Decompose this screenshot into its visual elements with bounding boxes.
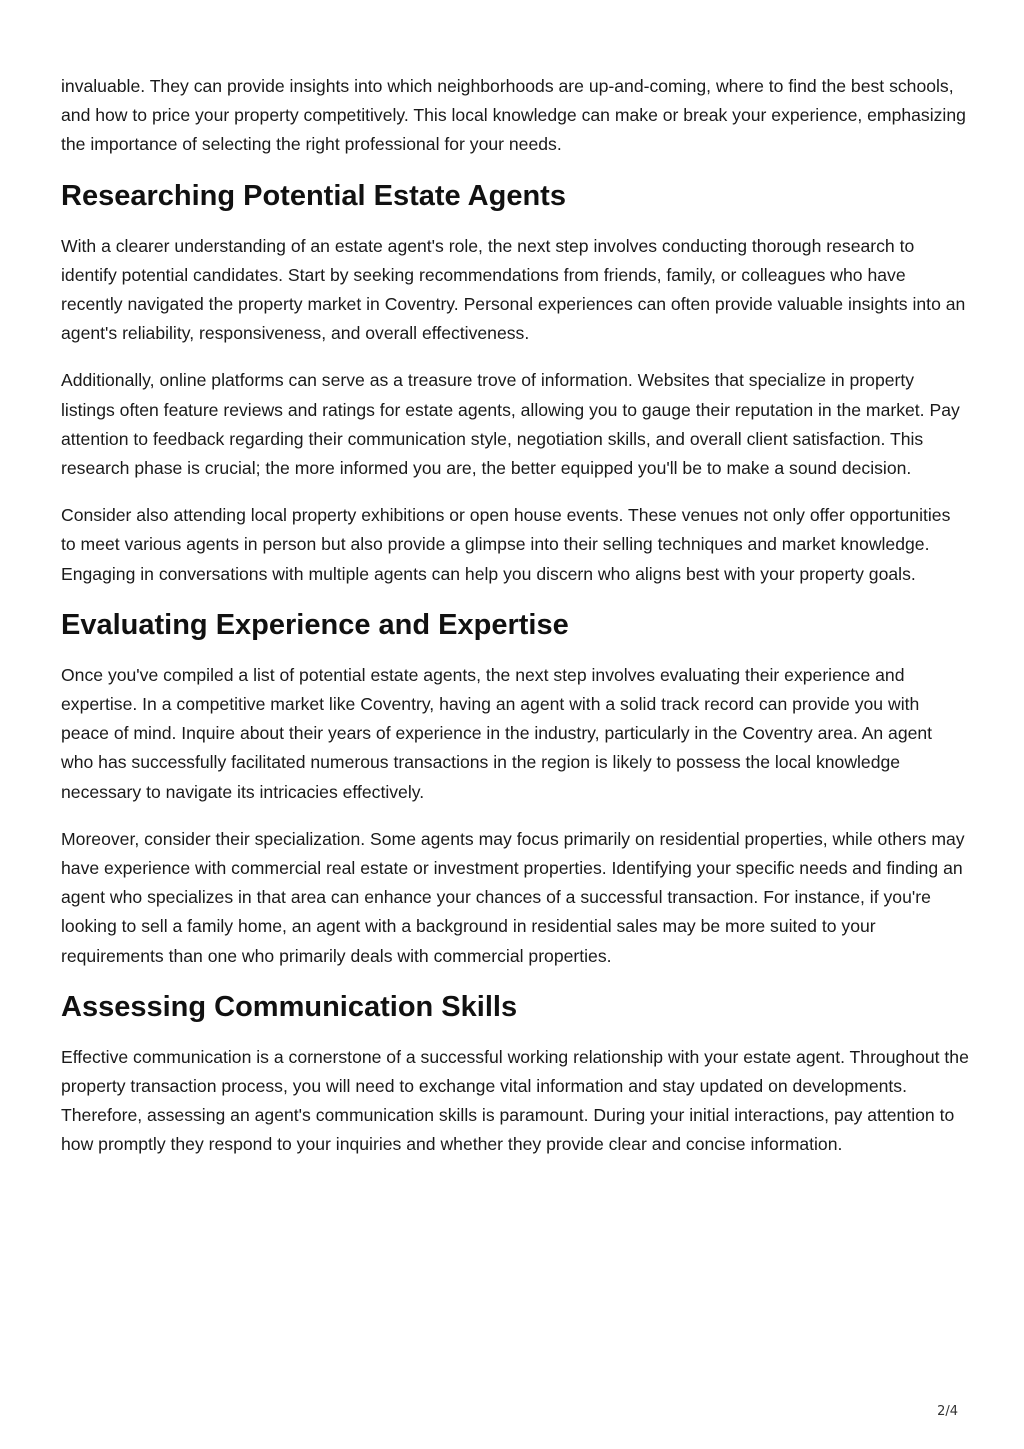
paragraph: Consider also attending local property exhibitions or open house events. These venues not only offer opportunities to meet various agents in person but also provide a glimpse into their selling techniques and market knowledge. Engaging in conversations with multiple agents can help you discern who aligns best with your property goals. [61,505,951,584]
heading-assessing-communication: Assessing Communication Skills [61,990,518,1023]
document-body [61,72,969,1178]
paragraph: Moreover, consider their specialization. Some agents may focus primarily on residential properties, while others may have experience with commercial real estate or investment properties. Identifying your specific needs and finding an agent who specializes in that area can enhance your chances of a successful transaction. For instance, if you're looking to sell a family home, an agent with a background in residential sales may be more suited to your requirements than one who primarily deals with commercial properties. [61,828,965,966]
page-number: 2/4 [937,1404,958,1419]
intro-paragraph: invaluable. They can provide insights into which neighborhoods are up-and-coming, where to find the best schools, and how to price your property competitively. This local knowledge can make or break your experience, emphasizing the importance of selecting the right professional for your needs. [61,76,966,155]
paragraph: Once you've compiled a list of potential estate agents, the next step involves evaluating their experience and expertise. In a competitive market like Coventry, having an agent with a solid track record can provide you with peace of mind. Inquire about their years of experience in the industry, particularly in the Coventry area. An agent who has successfully facilitated numerous transactions in the region is likely to possess the local knowledge necessary to navigate its intricacies effectively. [61,664,933,802]
heading-evaluating-experience: Evaluating Experience and Expertise [61,608,569,641]
heading-researching-agents: Researching Potential Estate Agents [61,179,566,212]
paragraph: Effective communication is a cornerstone of a successful working relationship with your estate agent. Throughout the property transaction process, you will need to exchange vital information and stay updated on developments. Therefore, assessing an agent's communication skills is paramount. During your initial interactions, pay attention to how promptly they respond to your inquiries and whether they provide clear and concise information. [61,1046,969,1155]
paragraph: With a clearer understanding of an estate agent's role, the next step involves conducting thorough research to identify potential candidates. Start by seeking recommendations from friends, family, or colleagues who have recently navigated the property market in Coventry. Personal experiences can often provide valuable insights into an agent's reliability, responsiveness, and overall effectiveness. [61,235,966,344]
paragraph: Additionally, online platforms can serve as a treasure trove of information. Websites that specialize in property listings often feature reviews and ratings for estate agents, allowing you to gauge their reputation in the market. Pay attention to feedback regarding their communication style, negotiation skills, and overall client satisfaction. This research phase is crucial; the more informed you are, the better equipped you'll be to make a sound decision. [61,370,960,479]
